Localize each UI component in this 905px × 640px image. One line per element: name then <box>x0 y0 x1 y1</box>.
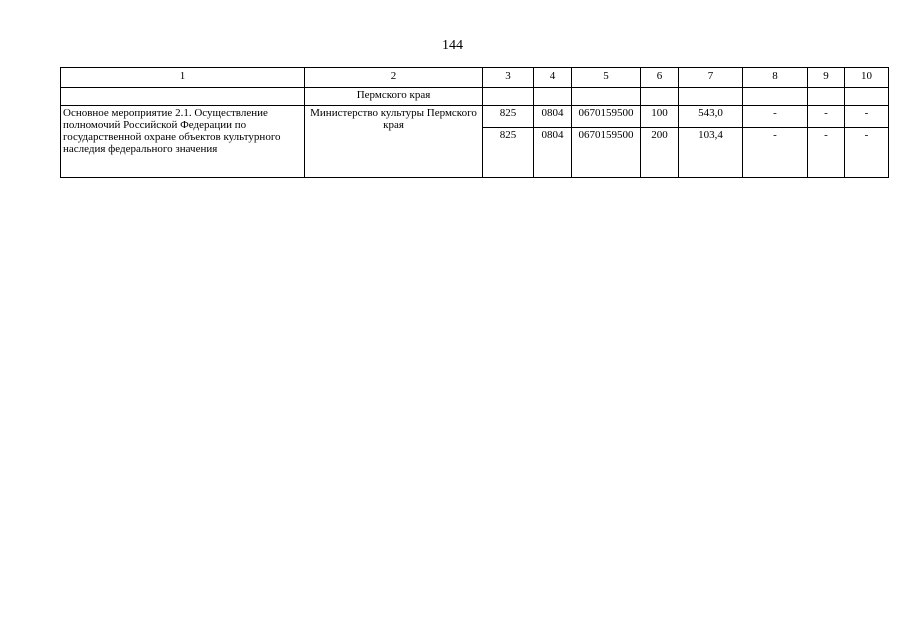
header-cell: 4 <box>534 68 572 88</box>
table-cell <box>483 88 534 106</box>
table-cell <box>61 88 305 106</box>
table-cell: Пермского края <box>305 88 483 106</box>
header-cell: 5 <box>572 68 641 88</box>
table-cell: 100 <box>641 106 679 128</box>
header-cell: 10 <box>845 68 889 88</box>
table-row <box>61 106 889 128</box>
header-cell: 3 <box>483 68 534 88</box>
table-cell: - <box>808 128 845 178</box>
table-cell: 0670159500 <box>572 106 641 128</box>
measure-description: Основное мероприятие 2.1. Осуществление полномочий Российской Федерации по государственной охране объектов культурного наследия федерального значения <box>61 106 305 178</box>
table-cell: 200 <box>641 128 679 178</box>
table-cell: 543,0 <box>679 106 743 128</box>
header-cell: 1 <box>61 68 305 88</box>
header-cell: 7 <box>679 68 743 88</box>
table-cell: - <box>743 128 808 178</box>
table-cell <box>641 88 679 106</box>
table-cell <box>845 88 889 106</box>
header-cell: 9 <box>808 68 845 88</box>
table-cell: 103,4 <box>679 128 743 178</box>
table-cell: 0804 <box>534 106 572 128</box>
table-cell <box>808 88 845 106</box>
table-cell: 825 <box>483 128 534 178</box>
table-cell <box>743 88 808 106</box>
table-cell: - <box>845 106 889 128</box>
continuation-row <box>61 88 889 106</box>
table-cell <box>679 88 743 106</box>
table-cell: - <box>743 106 808 128</box>
page-number: 144 <box>442 38 463 53</box>
table-cell: - <box>845 128 889 178</box>
table-cell: 0804 <box>534 128 572 178</box>
table-cell: 825 <box>483 106 534 128</box>
responsible-executor: Министерство культуры Пермского края <box>305 106 483 178</box>
table-header-row <box>61 68 889 88</box>
table-cell: - <box>808 106 845 128</box>
header-cell: 2 <box>305 68 483 88</box>
header-cell: 6 <box>641 68 679 88</box>
table-cell <box>572 88 641 106</box>
header-cell: 8 <box>743 68 808 88</box>
budget-table <box>60 67 889 178</box>
table-cell <box>534 88 572 106</box>
table-cell: 0670159500 <box>572 128 641 178</box>
